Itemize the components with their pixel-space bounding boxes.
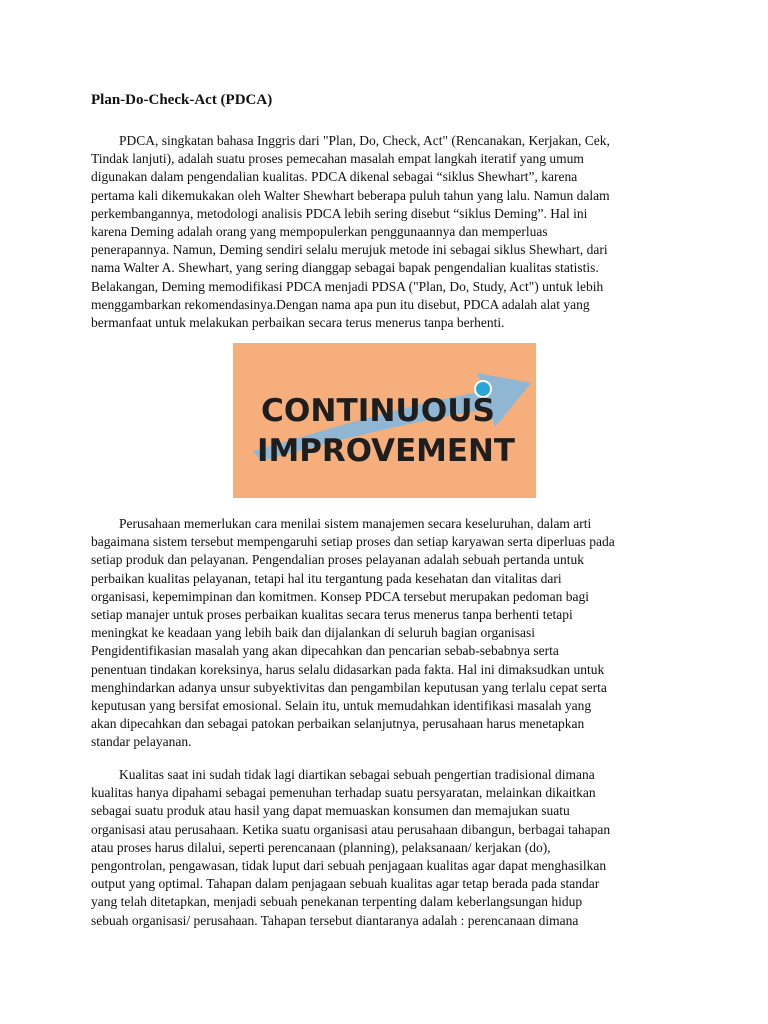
paragraph-line: perkembangannya, metodologi analisis PDCA lebih sering disebut “siklus Deming”. Hal ini: [91, 205, 588, 221]
paragraph-line: meningkat ke keadaan yang lebih baik dan dijalankan di seluruh bagian organisasi: [91, 625, 535, 641]
paragraph-line: Belakangan, Deming memodifikasi PDCA menjadi PDSA ("Plan, Do, Study, Act") untuk lebih: [91, 278, 604, 294]
paragraph-line: kualitas hanya dipahami sebagai pemenuhan terhadap suatu persyaratan, melainkan dikaitkan: [91, 785, 596, 801]
paragraph-line: output yang optimal. Tahapan dalam penjagaan sebuah kualitas agar tetap berada pada standar: [91, 876, 600, 892]
paragraph-line: setiap manajer untuk proses perbaikan kualitas secara terus menerus tanpa berhenti tetapi: [91, 607, 573, 623]
paragraph-line: keputusan yang bersifat emosional. Selain itu, untuk memudahkan identifikasi masalah yang: [91, 698, 592, 714]
paragraph-line: penerapannya. Namun, Deming sendiri selalu merujuk metode ini sebagai siklus Shewhart, dari: [91, 242, 608, 258]
paragraph-line: digunakan dalam pengendalian kualitas. PDCA dikenal sebagai “siklus Shewhart”, karena: [91, 169, 578, 185]
paragraph-line: perbaikan kualitas pelayanan, tetapi hal itu tergantung pada kesehatan dan vitalitas dari: [91, 570, 562, 586]
paragraph-line: penentuan tindakan koreksinya, harus selalu didasarkan pada fakta. Hal ini dimaksudkan untuk: [91, 661, 605, 677]
paragraph-line: Pengidentifikasian masalah yang akan dipecahkan dan pencarian sebab-sebabnya serta: [91, 643, 559, 659]
paragraph-line: pertama kali dikemukakan oleh Walter Shewhart beberapa puluh tahun yang lalu. Namun dalam: [91, 187, 610, 203]
banner-line-continuous: CONTINUOUS: [261, 393, 495, 429]
paragraph-2: [91, 515, 681, 752]
paragraph-line: standar pelayanan.: [91, 734, 192, 750]
paragraph-3: [91, 766, 681, 930]
paragraph-line: nama Walter A. Shewhart, yang sering dianggap sebagai bapak pengendalian kualitas statistis.: [91, 260, 599, 276]
paragraph-line: menghindarkan adanya unsur subyektivitas dan pengambilan keputusan yang terlalu cepat serta: [91, 679, 607, 695]
paragraph-line: organisasi, kepemimpinan dan komitmen. Konsep PDCA tersebut merupakan pedoman bagi: [91, 588, 590, 604]
paragraph-line: Kualitas saat ini sudah tidak lagi diartikan sebagai sebuah pengertian tradisional dimana: [119, 767, 595, 782]
paragraph-line: yang telah ditetapkan, menjadi sebuah penekanan terpenting dalam keberlangsungan hidup: [91, 894, 583, 910]
paragraph-line: pengontrolan, pengawasan, tidak luput dari sebuah penjagaan kualitas agar dapat menghasilkan: [91, 858, 607, 874]
paragraph-line: atau proses harus dilalui, seperti perencanaan (planning), pelaksanaan/ kerjakan (do),: [91, 839, 551, 855]
paragraph-line: sebuah organisasi/ perusahaan. Tahapan tersebut diantaranya adalah : perencanaan dimana: [91, 912, 579, 928]
continuous-improvement-banner: [233, 343, 536, 498]
paragraph-line: karena Deming adalah orang yang mempopulerkan penggunaannya dan memperluas: [91, 224, 548, 240]
paragraph-line: organisasi atau perusahaan. Ketika suatu organisasi atau perusahaan dibangun, berbagai tahapan: [91, 821, 611, 837]
paragraph-1: [91, 132, 681, 332]
paragraph-line: setiap produk dan pelayanan. Pengendalian proses pelayanan adalah sebuah pertanda untuk: [91, 552, 584, 568]
paragraph-line: Perusahaan memerlukan cara menilai sistem manajemen secara keseluruhan, dalam arti: [119, 516, 592, 531]
document-title: Plan-Do-Check-Act (PDCA): [91, 92, 273, 108]
paragraph-line: menggambarkan rekomendasinya.Dengan nama apa pun itu disebut, PDCA adalah alat yang: [91, 296, 590, 312]
paragraph-line: Tindak lanjuti), adalah suatu proses pemecahan masalah empat langkah iteratif yang umum: [91, 151, 584, 167]
paragraph-line: bermanfaat untuk melakukan perbaikan secara terus menerus tanpa berhenti.: [91, 315, 505, 331]
paragraph-line: PDCA, singkatan bahasa Inggris dari "Plan, Do, Check, Act" (Rencanakan, Kerjakan, Cek,: [119, 133, 610, 148]
banner-line-improvement: IMPROVEMENT: [257, 433, 515, 469]
paragraph-line: akan dipecahkan dan sebagai patokan perbaikan selanjutnya, perusahaan harus menetapkan: [91, 716, 585, 732]
paragraph-line: bagaimana sistem tersebut mempengaruhi setiap proses dan setiap karyawan serta diperluas pada: [91, 534, 615, 550]
paragraph-line: sebagai suatu produk atau hasil yang dapat memuaskan konsumen dan memajukan suatu: [91, 803, 570, 819]
